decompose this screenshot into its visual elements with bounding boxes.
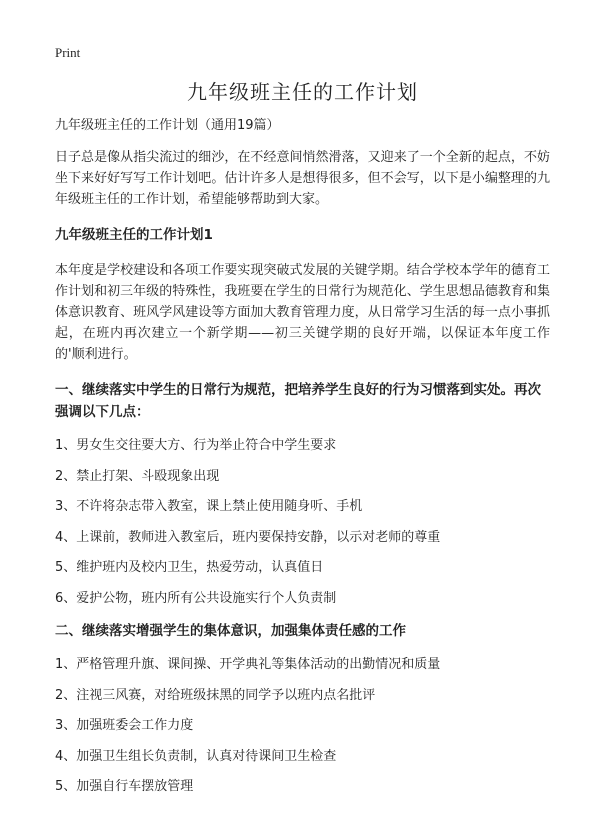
section-heading-1: 一、继续落实中学生的日常行为规范，把培养学生良好的行为习惯落到实处。再次强调以下几点： [55, 382, 541, 420]
list-item: 2、禁止打架、斗殴现象出现 [55, 468, 220, 484]
document-body [55, 76, 550, 809]
list-item: 3、不许将杂志带入教室，课上禁止使用随身听、手机 [55, 499, 363, 514]
intro-paragraph: 日子总是像从指尖流过的细沙，在不经意间悄然滑落，又迎来了一个全新的起点，不妨坐下来好好写写工作计划吧。估计许多人是想得很多，但不会写，以下是小编整理的九年级班主任的工作计划，希望能够帮助到大家。 [55, 150, 550, 207]
list-item: 1、严格管理升旗、课间操、开学典礼等集体活动的出勤情况和质量 [55, 657, 441, 672]
list-item: 1、男女生交往要大方、行为举止符合中学生要求 [55, 438, 337, 453]
list-item: 4、加强卫生组长负责制，认真对待课间卫生检查 [55, 748, 337, 764]
list-item: 4、上课前，教师进入教室后，班内要保持安静，以示对老师的尊重 [55, 529, 441, 545]
list-item: 5、维护班内及校内卫生，热爱劳动，认真值日 [55, 560, 324, 575]
print-link[interactable]: Print [55, 45, 81, 60]
plan-heading: 九年级班主任的工作计划1 [55, 227, 213, 243]
list-item: 6、爱护公物，班内所有公共设施实行个人负责制 [55, 590, 337, 606]
list-item: 5、加强自行车摆放管理 [55, 779, 194, 794]
list-item: 3、加强班委会工作力度 [55, 718, 194, 733]
document-subtitle: 九年级班主任的工作计划（通用19篇） [55, 118, 280, 133]
page-title: 九年级班主任的工作计划 [187, 80, 418, 104]
list-item: 2、注视三风赛，对给班级抹黑的同学予以班内点名批评 [55, 687, 376, 703]
section-heading-2: 二、继续落实增强学生的集体意识，加强集体责任感的工作 [55, 623, 406, 639]
plan-paragraph: 本年度是学校建设和各项工作要实现突破式发展的关键学期。结合学校本学年的德育工作计划和初三年级的特殊性，我班要在学生的日常行为规范化、学生思想品德教育和集体意识教育、班风学风建设等方面加大教育管理力度，从日常学习生活的每一点小事抓起，在班内再次建立一个新学期——初三关键学期的良好开端，以保证本年度工作的'顺利进行。 [55, 263, 550, 362]
